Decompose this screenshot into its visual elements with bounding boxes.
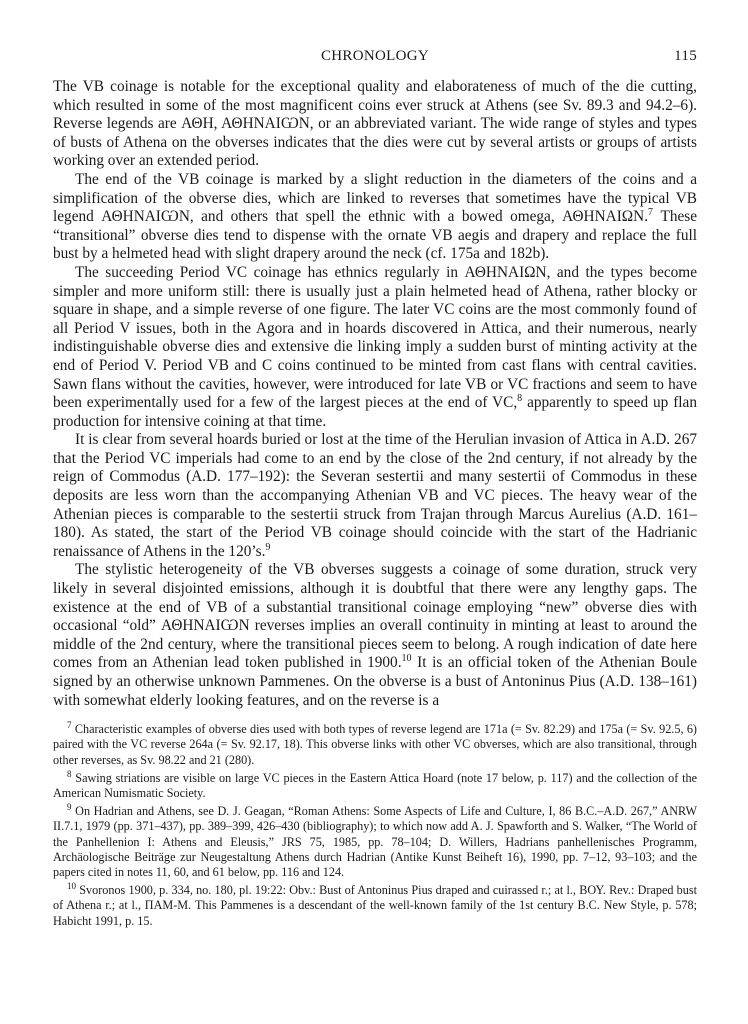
- note-ref: 8: [517, 393, 523, 404]
- footnote-number: 10: [67, 881, 76, 892]
- note-ref: 7: [648, 207, 654, 219]
- footnote-text: On Hadrian and Athens, see D. J. Geagan, “Roman Athens: Some Aspects of Life and Culture, I, 86 B.C.–A.D. 267,” ANRW II.7.1, 1979 (pp. 371–437), pp. 389–399, 426–430 (bibliography); to which now add A. J. Spawforth and S. Walker, “The World of the Panhellenion I: Athens and Eleusis,” JRS 75, 1985, pp. 78–104; D. Willers, Hadrians panhellenisches Programm, Archäologische Beiträge zur Neugestaltung Athens durch Hadrian (Antike Kunst Beiheft 16), 1990, pp. 7–12, 93–103; and the papers cited in notes 11, 60, and 61 below, pp. 116 and 124.: [53, 804, 698, 880]
- paragraph: The stylistic heterogeneity of the VB obverses suggests a coinage of some duration, struck very likely in several disjointed emissions, although it is doubtful that there were any lengthy gaps. The existence at the end of VB of a substantial transitional coinage employing “new” obverse dies with occasional “old” ΑΘΗΝΑΙѠΝ reverses implies an overall continuity in minting at least to around the middle of the 2nd century, where the transitional pieces seem to belong. A rough indication of date here comes from an Athenian lead token published in 1900.10 It is an official token of the Athenian Boule signed by an otherwise unknown Pammenes. On the obverse is a bust of Antoninus Pius (A.D. 138–161) with somewhat elderly looking features, and on the reverse is a: [53, 561, 698, 709]
- footnote: [53, 722, 697, 768]
- footnote-text: Svoronos 1900, p. 334, no. 180, pl. 19:22: Obv.: Bust of Antoninus Pius draped and cuirassed r.; at l., ΒΟΥ. Rev.: Draped bust of Athena r.; at l., ΠΑΜ-Μ. This Pammenes is a descendant of the well-known family of the 1st century B.C. New Style, p. 578; Habicht 1991, p. 15.: [53, 883, 698, 928]
- page: [53, 48, 697, 932]
- footnote-number: 9: [67, 802, 72, 813]
- footnote: [53, 768, 698, 801]
- footnote: [53, 804, 697, 880]
- body-text: [53, 78, 697, 710]
- footnote-text: Sawing striations are visible on large VC pieces in the Eastern Attica Hoard (note 17 below, p. 117) and the collection of the American Numismatic Society.: [53, 770, 698, 800]
- running-head: [53, 48, 697, 70]
- paragraph: The end of the VB coinage is marked by a slight reduction in the diameters of the coins and a simplification of the obverse dies, which are linked to reverses that sometimes have the typical VB legend ΑΘΗΝΑΙѠΝ, and others that spell the ethnic with a bowed omega, ΑΘΗΝΑΙΩΝ.$^7$ These “transitional” obverse dies tend to dispense with the ornate VB aegis and drapery and replace the full bust by a helmeted head with slight drapery around the neck (cf. 175a and 182b).: [53, 170, 698, 263]
- footnote-text: Characteristic examples of obverse dies used with both types of reverse legend are 171a (= Sv. 82.29) and 175a (= Sv. 92.5, 6) paired with the VC reverse 264a (= Sv. 92.17, 18). This obverse links with other VC obverses, which are also transitional, through other reverses, as Sv. 98.22 and 21 (280).: [53, 722, 697, 767]
- footnotes: [53, 722, 697, 929]
- paragraph: The succeeding Period VC coinage has ethnics regularly in ΑΘΗΝΑΙΩΝ, and the types become simpler and more uniform still: there is usually just a plain helmeted head of Athena, rather blocky or square in shape, and a simple reverse of one figure. The later VC coins are the most commonly found of all Period V issues, both in the Agora and in hoards discovered in Attica, and their numerous, nearly indistinguishable obverse dies and extensive die linking imply a sudden burst of minting activity at the end of Period V. Period VB and C coins continued to be minted from cast flans with central cavities. Sawn flans without the cavities, however, were introduced for late VB or VC fractions and seem to have been experimentally used for a few of the largest pieces at the end of VC,$^8$ apparently to speed up flan production for intensive coining at that time.: [53, 263, 697, 430]
- paragraph: It is clear from several hoards buried or lost at the time of the Herulian invasion of Attica in A.D. 267 that the Period VC imperials had come to an end by the close of the 2nd century, if not already by the reign of Commodus (A.D. 177–192): the Severan sestertii and many sestertii of Commodus in these deposits are less worn than the accompanying Athenian VB and VC pieces. The heavy wear of the Athenian pieces is comparable to the sestertii struck from Trajan through Marcus Aurelius (A.D. 161–180). As stated, the start of the Period VB coinage should coincide with the start of the Hadrianic renaissance of Athens in the 120’s.$^9$: [53, 431, 697, 560]
- note-ref: 9: [265, 541, 271, 553]
- footnote: [53, 883, 697, 929]
- page-number: 115: [674, 48, 697, 64]
- paragraph: The VB coinage is notable for the exceptional quality and elaborateness of much of the die cutting, which resulted in some of the most magnificent coins ever struck at Athens (see Sv. 89.3 and 94.2–6). Reverse legends are ΑΘΗ, ΑΘΗΝΑΙѠΝ, or an abbreviated variant. The wide range of styles and types of busts of Athena on the obverses indicates that the dies were cut by several artists or groups of artists working over an extended period.: [53, 78, 697, 170]
- note-ref: 10: [401, 653, 412, 665]
- running-title: CHRONOLOGY: [321, 48, 429, 64]
- footnote-number: 8: [67, 768, 72, 779]
- footnote-number: 7: [67, 720, 72, 731]
